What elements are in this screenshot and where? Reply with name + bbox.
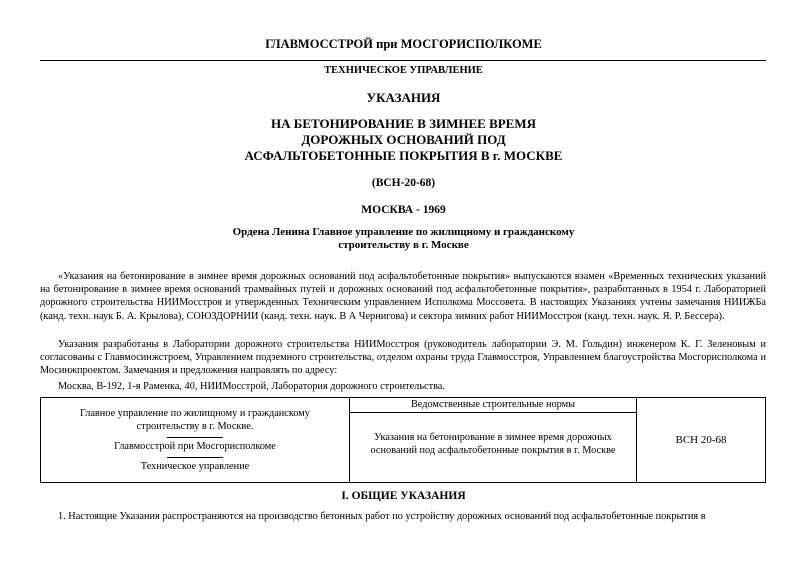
section-heading: I. ОБЩИЕ УКАЗАНИЯ bbox=[341, 490, 466, 502]
document-type: УКАЗАНИЯ bbox=[366, 90, 441, 105]
title-line: ДОРОЖНЫХ ОСНОВАНИЙ ПОД bbox=[301, 132, 506, 147]
norms-header: Ведомственные строительные нормы bbox=[350, 398, 636, 413]
issuer-cell bbox=[41, 398, 350, 483]
issuer-line: Главное управление по жилищному и гражданскому bbox=[80, 408, 310, 419]
issuer-line: Главмосстрой при Мосгорисполкоме bbox=[114, 441, 276, 452]
publisher-line: строительству в г. Москве bbox=[338, 239, 469, 251]
publisher-line: Ордена Ленина Главное управление по жилищному и гражданскому bbox=[232, 226, 575, 238]
standard-code-cell: ВСН 20-68 bbox=[637, 398, 766, 483]
issuer-line: Техническое управление bbox=[140, 461, 250, 472]
separator-line bbox=[167, 437, 223, 438]
title-line: НА БЕТОНИРОВАНИЕ В ЗИМНЕЕ ВРЕМЯ bbox=[270, 116, 537, 131]
address-paragraph: Москва, В-192, 1-я Раменка, 40, НИИМосстрой, Лаборатория дорожного строительства. bbox=[58, 381, 445, 392]
organization-name: ГЛАВМОССТРОЙ при МОСГОРИСПОЛКОМЕ bbox=[265, 37, 542, 51]
publisher bbox=[0, 226, 807, 252]
standard-info-table bbox=[40, 397, 766, 483]
document-code: (ВСН-20-68) bbox=[371, 177, 436, 189]
section-item: 1. Настоящие Указания распространяются на производство бетонных работ по устройству дорожных оснований под асфальтобетонные покрытия в bbox=[58, 511, 706, 522]
norms-title: Указания на бетонирование в зимнее время дорожных оснований под асфальтобетонные покрытия в г. Москве bbox=[370, 432, 616, 456]
header-divider bbox=[40, 60, 766, 61]
department-name: ТЕХНИЧЕСКОЕ УПРАВЛЕНИЕ bbox=[324, 65, 483, 76]
title-line: АСФАЛЬТОБЕТОННЫЕ ПОКРЫТИЯ В г. МОСКВЕ bbox=[244, 148, 563, 163]
issuer-line: строительству в г. Москве. bbox=[136, 421, 254, 432]
intro-paragraph: «Указания на бетонирование в зимнее время дорожных оснований под асфальтобетонные покрытия» выпускаются взамен «Временных технических указаний на бетонирование в зимнее время оснований трамвайных путей и дорожных оснований под асфальтобетонные покрытия», разработанных в 1954 г. Лабораторией дорожного строительства НИИМосстроя и утвержденных Техническим управлением Исполкома Моссовета. В настоящих Указаниях учтены замечания НИИЖБа (канд. техн. наук Б. А. Крылова), СОЮЗДОРНИИ (канд. техн. наук. В А Чернигова) и сектора зимних работ НИИМосстроя (канд. техн. наук. Я. Р. Бессера). bbox=[40, 271, 766, 322]
document-title bbox=[0, 116, 807, 164]
city-year: МОСКВА - 1969 bbox=[361, 204, 446, 216]
authors-paragraph: Указания разработаны в Лаборатории дорожного строительства НИИМосстроя (руководитель лаборатории Э. М. Гольдин) инженером К. Г. Зеленовым и согласованы с Главмосинжстроем, Управлением подземного строительства, отделом охраны труда Главмосстроя, Управлением благоустройства Мосгорисполкома и Мосинжпроектом. Замечания и предложения направлять по адресу: bbox=[40, 339, 766, 377]
norms-cell bbox=[350, 398, 637, 483]
separator-line bbox=[167, 457, 223, 458]
